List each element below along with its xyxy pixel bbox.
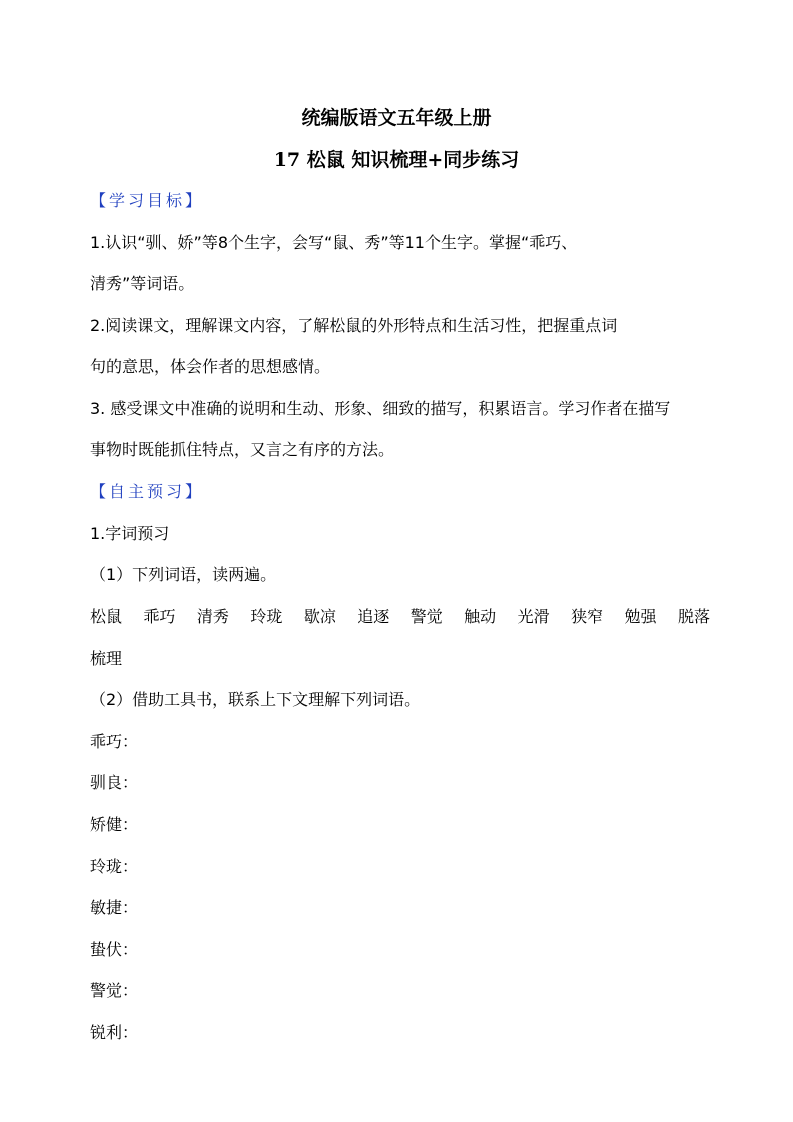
goal-line: 事物时既能抓住特点，又言之有序的方法。 — [90, 440, 395, 459]
vocab-word: 歇凉 — [303, 607, 336, 626]
goal-line: 3. 感受课文中准确的说明和生动、形象、细致的描写，积累语言。学习作者在描写 — [90, 399, 671, 418]
vocab-word: 勉强 — [624, 607, 657, 626]
vocab-word: 追逐 — [357, 607, 390, 626]
definition-term: 乖巧： — [90, 732, 139, 751]
definition-term: 敏捷： — [90, 898, 139, 917]
section-heading-preview: 【自主预习】 — [90, 482, 205, 501]
vocab-word: 狭窄 — [571, 607, 604, 626]
definition-term: 玲珑： — [90, 857, 139, 876]
vocab-word: 警觉 — [410, 607, 443, 626]
vocab-word: 触动 — [464, 607, 497, 626]
goal-line: 句的意思，体会作者的思想感情。 — [90, 357, 331, 376]
vocab-word: 松鼠 — [90, 607, 123, 626]
goal-line: 2.阅读课文，理解课文内容，了解松鼠的外形特点和生活习性，把握重点词 — [90, 316, 618, 335]
vocab-word: 光滑 — [517, 607, 550, 626]
document-subtitle: 17 松鼠 知识梳理+同步练习 — [273, 149, 520, 171]
definition-term: 锐利： — [90, 1023, 139, 1042]
vocab-word: 乖巧 — [143, 607, 176, 626]
vocab-word: 清秀 — [196, 607, 229, 626]
preview-subitem: （1）下列词语，读两遍。 — [90, 565, 277, 584]
definition-term: 驯良： — [90, 773, 139, 792]
preview-item: 1.字词预习 — [90, 524, 170, 543]
goal-line: 清秀”等词语。 — [90, 274, 195, 293]
vocab-word: 脱落 — [677, 607, 710, 626]
document-title: 统编版语文五年级上册 — [301, 107, 492, 129]
preview-subitem: （2）借助工具书，联系上下文理解下列词语。 — [90, 690, 421, 709]
section-heading-goals: 【学习目标】 — [90, 191, 205, 210]
definition-term: 矫健： — [90, 815, 139, 834]
definition-term: 警觉： — [90, 981, 139, 1000]
vocab-list — [90, 606, 710, 628]
vocab-word: 梳理 — [90, 649, 123, 668]
definition-term: 蛰伏： — [90, 940, 139, 959]
vocab-word: 玲珑 — [250, 607, 283, 626]
goal-line: 1.认识“驯、娇”等8个生字，会写“鼠、秀”等11个生字。掌握“乖巧、 — [90, 233, 578, 252]
